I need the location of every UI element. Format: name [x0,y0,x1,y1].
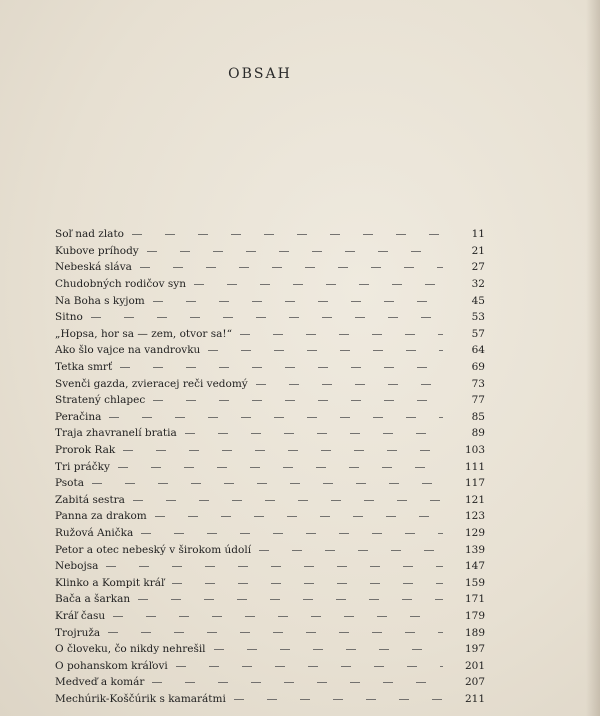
toc-entry [55,309,485,326]
toc-entry [55,525,485,542]
toc-entry-title: „Hopsa, hor sa — zem, otvor sa!“ [55,327,232,340]
toc-entry-title: Sitno [55,311,83,324]
toc-entry [55,475,485,492]
toc-leader-dashes [153,395,443,405]
toc-leader-dashes [91,312,443,322]
toc-leader-dashes [120,362,443,372]
toc-entry-page-number: 129 [464,526,485,539]
toc-entry-page-number: 171 [464,593,485,606]
toc-entry-page-number: 27 [471,261,485,274]
toc-entry [55,458,485,475]
toc-entry-page-number: 159 [464,576,485,589]
toc-entry-page-number: 57 [471,327,485,340]
toc-leader-dashes [132,229,443,239]
toc-entry-title: Trojruža [55,626,101,639]
toc-leader-dashes [113,611,443,621]
toc-entry-title: O človeku, čo nikdy nehrešil [55,643,206,656]
toc-entry [55,243,485,260]
toc-entry [55,375,485,392]
toc-entry-page-number: 139 [464,543,485,556]
toc-entry-page-number: 211 [464,692,485,705]
toc-leader-dashes [138,594,443,604]
toc-entry-page-number: 201 [464,659,485,672]
toc-entry [55,226,485,243]
toc-leader-dashes [176,661,443,671]
toc-entry-page-number: 85 [471,410,485,423]
toc-entry-title: Panna za drakom [55,510,147,523]
toc-entry-title: Nebojsa [55,560,99,573]
toc-entry-page-number: 89 [471,427,485,440]
toc-leader-dashes [153,296,443,306]
toc-leader-dashes [185,428,443,438]
toc-entry [55,691,485,708]
toc-entry-page-number: 117 [464,477,485,490]
toc-leader-dashes [147,246,443,256]
toc-entry [55,392,485,409]
toc-entry-page-number: 197 [464,643,485,656]
toc-entry-page-number: 32 [471,278,485,291]
toc-entry-page-number: 69 [471,361,485,374]
toc-entry-page-number: 189 [464,626,485,639]
toc-entry [55,657,485,674]
toc-entry [55,276,485,293]
toc-leader-dashes [133,495,443,505]
toc-entry-title: Nebeská sláva [55,261,132,274]
toc-leader-dashes [106,561,443,571]
toc-leader-dashes [155,511,443,521]
toc-entry-title: Psota [55,477,84,490]
toc-leader-dashes [240,329,443,339]
toc-entry-page-number: 53 [471,311,485,324]
toc-leader-dashes [118,462,443,472]
toc-entry-title: Peračina [55,410,102,423]
toc-entry [55,259,485,276]
toc-entry-title: Mechúrik-Koščúrik s kamarátmi [55,692,226,705]
toc-leader-dashes [234,694,443,704]
toc-leader-dashes [214,644,443,654]
toc-entry-page-number: 11 [471,228,485,241]
toc-entry-page-number: 179 [464,609,485,622]
toc-entry-title: Chudobných rodičov syn [55,278,186,291]
toc-entry-page-number: 73 [471,377,485,390]
toc-entry [55,674,485,691]
toc-entry-title: Klinko a Kompit kráľ [55,576,165,589]
toc-entry-title: Tri práčky [55,460,110,473]
page-edge-shadow [586,0,600,716]
toc-entry-title: Prorok Rak [55,444,116,457]
toc-leader-dashes [109,412,443,422]
toc-leader-dashes [152,677,443,687]
toc-entry [55,409,485,426]
toc-entry-title: Bača a šarkan [55,593,131,606]
toc-entry-page-number: 147 [464,560,485,573]
toc-entry-title: O pohanskom kráľovi [55,659,168,672]
toc-entry [55,541,485,558]
toc-leader-dashes [108,628,443,638]
toc-entry [55,641,485,658]
toc-entry [55,425,485,442]
toc-entry-title: Traja zhavranelí bratia [55,427,177,440]
table-of-contents [55,226,485,707]
toc-entry [55,558,485,575]
toc-entry-page-number: 123 [464,510,485,523]
toc-leader-dashes [194,279,443,289]
toc-entry-title: Stratený chlapec [55,394,146,407]
toc-entry-title: Kráľ času [55,609,106,622]
toc-entry-title: Na Boha s kyjom [55,294,145,307]
toc-entry-title: Soľ nad zlato [55,228,124,241]
toc-entry [55,442,485,459]
toc-leader-dashes [259,545,443,555]
toc-entry-page-number: 21 [471,244,485,257]
toc-entry-title: Tetka smrť [55,361,113,374]
toc-entry-title: Svenči gazda, zvieracej reči vedomý [55,377,248,390]
toc-entry [55,342,485,359]
toc-entry [55,326,485,343]
toc-entry-page-number: 103 [464,444,485,457]
toc-entry [55,624,485,641]
toc-entry-title: Ako šlo vajce na vandrovku [55,344,201,357]
toc-entry [55,508,485,525]
toc-entry [55,574,485,591]
toc-entry [55,608,485,625]
toc-entry-title: Kubove príhody [55,244,139,257]
toc-entry [55,359,485,376]
toc-entry-page-number: 121 [464,493,485,506]
toc-leader-dashes [92,478,443,488]
toc-entry-page-number: 45 [471,294,485,307]
toc-entry-title: Zabitá sestra [55,493,125,506]
page-heading: OBSAH [228,66,292,82]
toc-entry [55,492,485,509]
toc-entry-title: Medveď a komár [55,676,145,689]
toc-entry [55,292,485,309]
toc-leader-dashes [256,379,443,389]
toc-leader-dashes [140,262,443,272]
toc-entry-title: Ružová Anička [55,526,134,539]
toc-leader-dashes [123,445,443,455]
toc-entry-title: Petor a otec nebeský v širokom údolí [55,543,252,556]
toc-entry-page-number: 64 [471,344,485,357]
toc-leader-dashes [172,578,443,588]
toc-entry-page-number: 207 [464,676,485,689]
toc-entry-page-number: 77 [471,394,485,407]
toc-leader-dashes [141,528,443,538]
toc-entry [55,591,485,608]
toc-entry-page-number: 111 [464,460,485,473]
toc-leader-dashes [208,345,443,355]
